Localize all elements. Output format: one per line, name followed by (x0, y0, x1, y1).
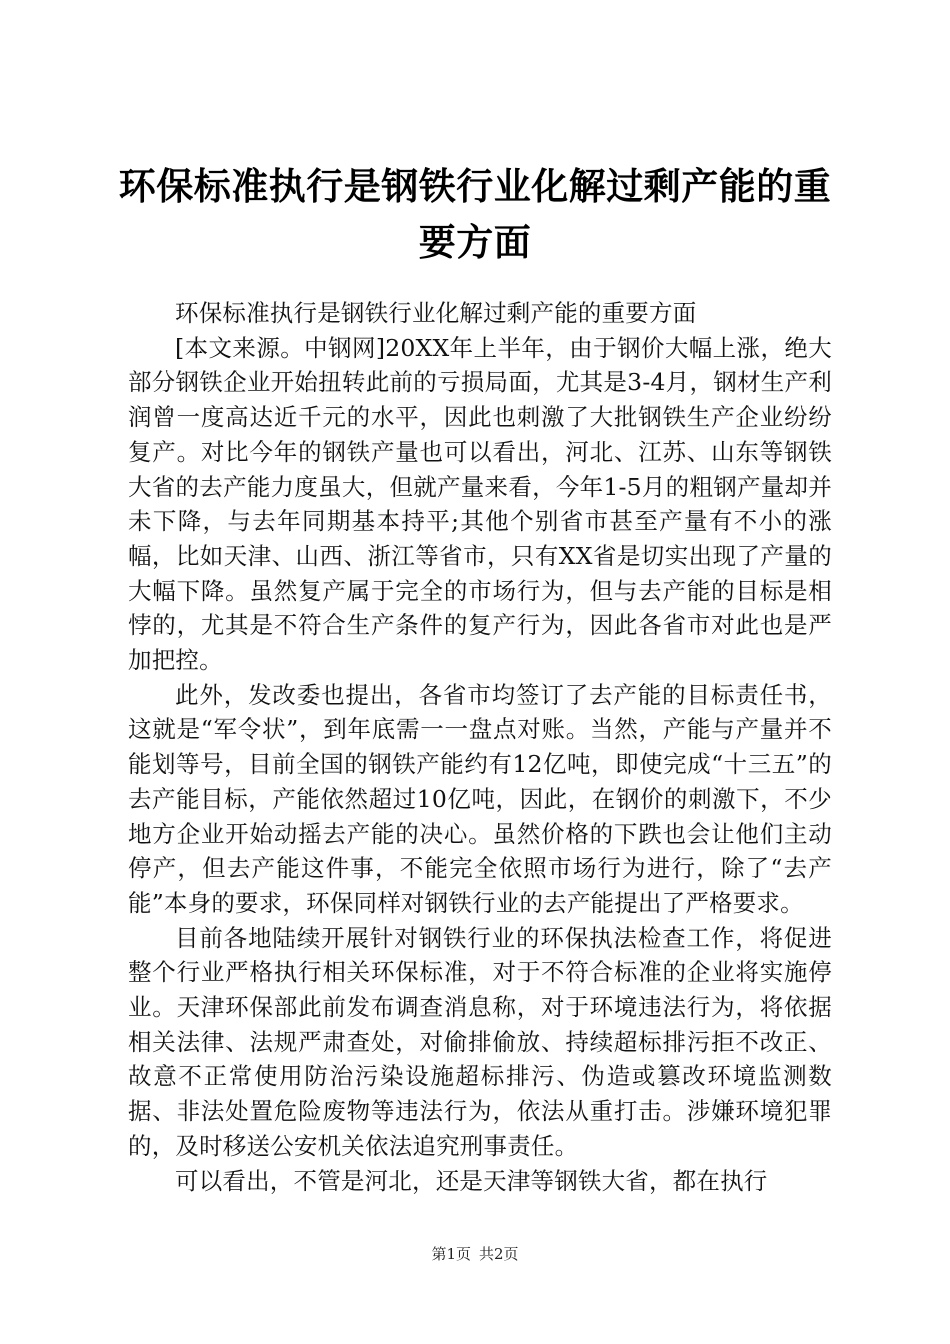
document-body (128, 296, 832, 1198)
document-title: 环保标准执行是钢铁行业化解过剩产能的重要方面 (118, 164, 832, 264)
document-subtitle: 环保标准执行是钢铁行业化解过剩产能的重要方面 (175, 299, 697, 327)
paragraph: 目前各地陆续开展针对钢铁行业的环保执法检查工作，将促进整个行业严格执行相关环保标准，对于不符合标准的企业将实施停业。天津环保部此前发布调查消息称，对于环境违法行为，将依据相关法律、法规严肃查处，对偷排偷放、持续超标排污拒不改正、故意不正常使用防治污染设施超标排污、伪造或篡改环境监测数据、非法处置危险废物等违法行为，依法从重打击。涉嫌环境犯罪的，及时移送公安机关依法追究刑事责任。 (128, 923, 832, 1160)
page-number: 第1页 (431, 1245, 471, 1263)
paragraph: 可以看出，不管是河北，还是天津等钢铁大省，都在执行 (175, 1166, 768, 1195)
paragraph: 此外，发改委也提出，各省市均签订了去产能的目标责任书，这就是“军令状”，到年底需一一盘点对账。当然，产能与产量并不能划等号，目前全国的钢铁产能约有12亿吨，即使完成“十三五”的去产能目标，产能依然超过10亿吨，因此，在钢价的刺激下，不少地方企业开始动摇去产能的决心。虽然价格的下跌也会让他们主动停产，但去产能这件事，不能完全依照市场行为进行，除了“去产能”本身的要求，环保同样对钢铁行业的去产能提出了严格要求。 (128, 680, 832, 917)
page-footer (0, 1244, 950, 1264)
paragraph: [本文来源。中钢网]20XX年上半年，由于钢价大幅上涨，绝大部分钢铁企业开始扭转此前的亏损局面，尤其是3-4月，钢材生产利润曾一度高达近千元的水平，因此也刺激了大批钢铁生产企业纷纷复产。对比今年的钢铁产量也可以看出，河北、江苏、山东等钢铁大省的去产能力度虽大，但就产量来看，今年1-5月的粗钢产量却并未下降，与去年同期基本持平;其他个别省市甚至产量有不小的涨幅，比如天津、山西、浙江等省市，只有XX省是切实出现了产量的大幅下降。虽然复产属于完全的市场行为，但与去产能的目标是相悖的，尤其是不符合生产条件的复产行为，因此各省市对此也是严加把控。 (128, 333, 832, 675)
page-total: 共2页 (479, 1245, 519, 1263)
